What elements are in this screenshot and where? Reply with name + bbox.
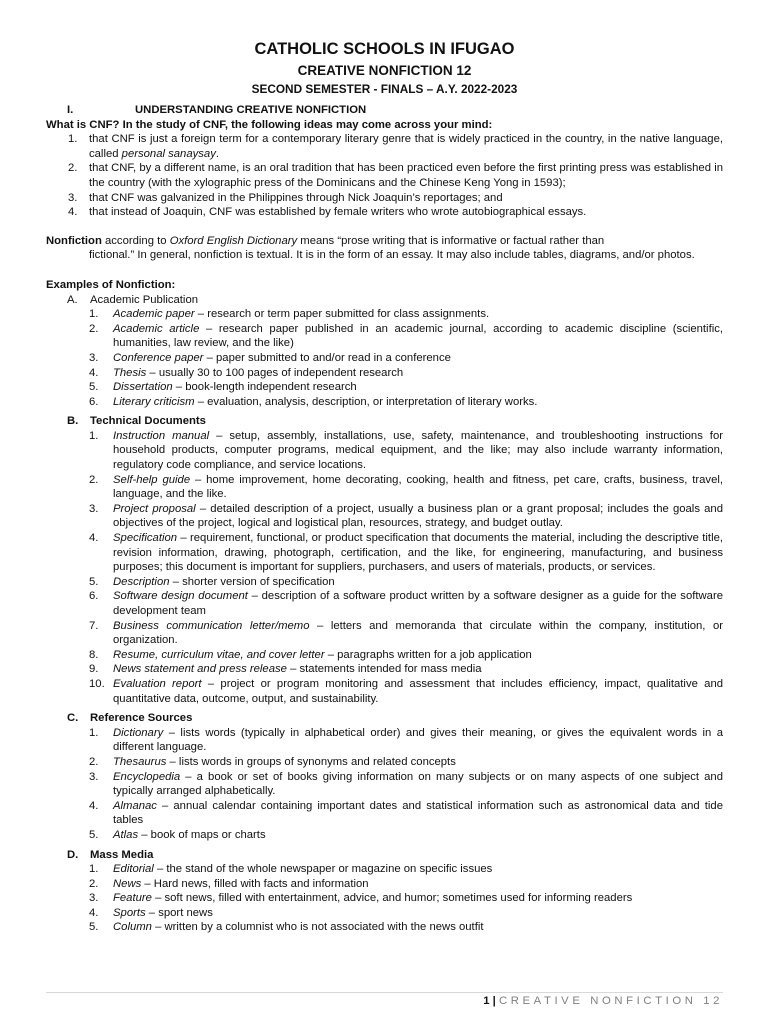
- category-letter: C.: [67, 712, 79, 725]
- list-item: [46, 770, 723, 799]
- item-description: – statements intended for mass media: [286, 663, 482, 676]
- item-description: – research paper published in an academic journal, according to academic discipline (scientific, humanities, law review, and the like): [113, 322, 724, 350]
- item-number: 5.: [89, 381, 99, 394]
- item-description: – sport news: [145, 906, 213, 919]
- item-description: – description of a software product written by a software designer as a guide for the software development team: [113, 590, 723, 617]
- item-description: – shorter version of specification: [169, 575, 335, 588]
- item-term: Atlas: [113, 828, 139, 841]
- cnf-ideas-list: [46, 132, 723, 220]
- item-number: 1.: [89, 308, 99, 321]
- list-item: [46, 502, 723, 531]
- category-heading: [46, 414, 723, 429]
- list-item: [46, 619, 723, 648]
- list-item: [46, 575, 723, 590]
- list-item: [46, 920, 723, 935]
- page-number: 1 |: [483, 995, 496, 1007]
- item-description: – usually 30 to 100 pages of independent research: [146, 366, 404, 379]
- item-number: 1.: [89, 429, 99, 442]
- item-term: Dissertation: [113, 381, 173, 394]
- item-number: 4.: [89, 532, 99, 545]
- item-description: – home improvement, home decorating, cooking, health and fitness, pet care, crafts, business, travel, language, and the like.: [113, 473, 724, 501]
- category-name: Mass Media: [90, 848, 154, 861]
- item-term: Software design document: [113, 590, 248, 603]
- item-number: 1.: [89, 863, 99, 876]
- list-item: [46, 877, 723, 892]
- item-term: Almanac: [113, 799, 157, 812]
- item-number: 5.: [89, 575, 99, 588]
- item-number: 8.: [89, 648, 99, 661]
- document-page: [46, 38, 723, 935]
- item-description: – requirement, functional, or product specification that documents the material, including the descriptive title, revision information, drawing, photograph, certification, and the like, for engineering, manufacturing, and business purposes; this document is important for suppliers, purchasers, and users of materials, products, or services.: [113, 532, 723, 574]
- idea-text: that CNF was galvanized in the Philippines through Nick Joaquin’s reportages; and: [89, 191, 503, 204]
- section-number: I.: [67, 104, 74, 116]
- idea-text: that instead of Joaquin, CNF was established by female writers who wrote autobiographical essays.: [89, 206, 587, 219]
- item-description: – paragraphs written for a job application: [324, 648, 532, 661]
- item-number: 4.: [89, 366, 99, 379]
- item-term: Description: [113, 575, 170, 588]
- item-number: 4.: [89, 906, 99, 919]
- list-item: [46, 662, 723, 677]
- item-term: Column: [113, 921, 152, 934]
- item-term: Conference paper: [113, 351, 204, 364]
- item-term: Project proposal: [113, 502, 196, 515]
- item-description: – lists words (typically in alphabetical order) and gives their meaning, or gives the equivalent words in a different language.: [113, 726, 723, 754]
- idea-text-end: .: [215, 147, 219, 160]
- list-item: [46, 351, 723, 366]
- category-name: Technical Documents: [90, 415, 206, 428]
- item-term: Sports: [113, 906, 146, 919]
- examples-heading: Examples of Nonfiction:: [46, 278, 176, 291]
- list-item: [46, 828, 723, 843]
- item-term: Academic paper: [113, 308, 195, 321]
- idea-number: 4.: [68, 206, 78, 219]
- category-items: [46, 862, 723, 935]
- item-term: Instruction manual: [113, 429, 210, 442]
- item-number: 5.: [89, 828, 99, 841]
- item-term: Thesis: [113, 366, 147, 379]
- examples-categories: [46, 293, 723, 936]
- category-items: [46, 726, 723, 843]
- idea-number: 2.: [68, 162, 78, 175]
- page-footer: [46, 992, 723, 1007]
- list-item: [46, 531, 723, 575]
- section-heading: [46, 103, 723, 118]
- item-term: Resume, curriculum vitae, and cover letter: [113, 648, 325, 661]
- item-number: 3.: [89, 502, 99, 515]
- item-number: 3.: [89, 351, 99, 364]
- list-item: [46, 395, 723, 410]
- item-description: – the stand of the whole newspaper or magazine on specific issues: [153, 863, 493, 876]
- item-number: 2.: [89, 877, 99, 890]
- item-description: – lists words in groups of synonyms and related concepts: [166, 755, 456, 768]
- item-term: Academic article: [113, 322, 200, 335]
- category-heading: [46, 848, 723, 863]
- list-item: [46, 322, 723, 351]
- item-description: – soft news, filled with entertainment, advice, and humor; sometimes used for informing readers: [151, 892, 633, 905]
- idea-emphasis: personal sanaysay: [121, 147, 216, 160]
- idea-text: that CNF is just a foreign term for a contemporary literary genre that is widely practiced in the country, in the native language, called: [89, 133, 723, 160]
- definition-term: Nonfiction: [46, 234, 102, 247]
- item-number: 2.: [89, 322, 99, 335]
- item-number: 2.: [89, 473, 99, 486]
- item-number: 9.: [89, 663, 99, 676]
- idea-number: 3.: [68, 191, 78, 204]
- item-term: Dictionary: [113, 726, 164, 739]
- list-item: [46, 726, 723, 755]
- item-number: 7.: [89, 619, 99, 632]
- category-letter: B.: [67, 415, 79, 428]
- list-item: [46, 380, 723, 395]
- definition-source: Oxford English Dictionary: [169, 234, 298, 247]
- item-description: – setup, assembly, installations, use, safety, maintenance, and troubleshooting instructions for household products, computer programs, medical equipment, and the like; may also include warranty information, regulatory code compliance, and service locations.: [113, 429, 723, 472]
- item-term: Specification: [113, 532, 178, 545]
- item-number: 10.: [89, 677, 105, 690]
- item-description: – letters and memoranda that circulate within the company, institution, or organization.: [113, 619, 723, 647]
- list-item: [46, 891, 723, 906]
- semester-line: SECOND SEMESTER - FINALS – A.Y. 2022-2023: [251, 82, 518, 96]
- item-description: – research or term paper submitted for class assignments.: [194, 308, 490, 321]
- list-item: [46, 906, 723, 921]
- footer-label: CREATIVE NONFICTION 12: [499, 995, 723, 1007]
- list-item: [46, 366, 723, 381]
- idea-item: [46, 161, 723, 190]
- item-description: – paper submitted to and/or read in a conference: [203, 351, 451, 364]
- item-term: Feature: [113, 892, 152, 905]
- category-heading: [46, 293, 723, 308]
- category-letter: A.: [67, 293, 78, 306]
- item-term: Self-help guide: [113, 473, 191, 486]
- item-number: 5.: [89, 921, 99, 934]
- item-description: – detailed description of a project, usually a business plan or a grant proposal; includes the goals and objectives of the project, logical and logistical plan, resources, strategy, and budget outlay.: [113, 502, 723, 530]
- item-description: – book-length independent research: [172, 381, 357, 394]
- item-description: – book of maps or charts: [138, 828, 266, 841]
- item-number: 3.: [89, 892, 99, 905]
- list-item: [46, 589, 723, 618]
- category-name: Reference Sources: [90, 712, 193, 725]
- idea-item: [46, 191, 723, 206]
- idea-number: 1.: [68, 133, 78, 146]
- item-number: 6.: [89, 590, 99, 603]
- list-item: [46, 473, 723, 502]
- item-term: News statement and press release: [113, 663, 287, 676]
- item-description: – written by a columnist who is not associated with the news outfit: [151, 921, 484, 934]
- item-term: Business communication letter/memo: [113, 619, 310, 632]
- definition-continuation: fictional.” In general, nonfiction is textual. It is in the form of an essay. It may also include tables, diagrams, and/or photos.: [89, 249, 695, 262]
- category-letter: D.: [67, 848, 79, 861]
- category-name: Academic Publication: [90, 293, 199, 306]
- list-item: [46, 677, 723, 706]
- item-number: 6.: [89, 395, 99, 408]
- list-item: [46, 755, 723, 770]
- item-number: 1.: [89, 726, 99, 739]
- idea-item: [46, 132, 723, 161]
- cnf-question: What is CNF? In the study of CNF, the following ideas may come across your mind:: [46, 118, 493, 131]
- item-term: Evaluation report: [113, 677, 202, 690]
- item-term: News: [113, 877, 142, 890]
- list-item: [46, 799, 723, 828]
- category-items: [46, 307, 723, 409]
- list-item: [46, 307, 723, 322]
- item-term: Literary criticism: [113, 395, 195, 408]
- item-description: – annual calendar containing important dates and statistical information such as astronomical data and tide tables: [113, 799, 723, 827]
- category-items: [46, 429, 723, 706]
- idea-text: that CNF, by a different name, is an oral tradition that has been practiced even before the first printing press was established in the country (with the xylographic press of the Dominicans and the Chinese Keng Yong in 1593);: [89, 162, 723, 189]
- list-item: [46, 862, 723, 877]
- list-item: [46, 429, 723, 473]
- item-number: 3.: [89, 770, 99, 783]
- definition-pre: according to: [101, 234, 170, 247]
- item-term: Thesaurus: [113, 755, 167, 768]
- section-title: UNDERSTANDING CREATIVE NONFICTION: [135, 104, 367, 116]
- idea-item: [46, 205, 723, 220]
- item-number: 4.: [89, 799, 99, 812]
- category-heading: [46, 711, 723, 726]
- item-description: – project or program monitoring and assessment that includes efficiency, impact, qualitative and quantitative data, outcome, output, and sustainability.: [113, 677, 724, 705]
- item-term: Editorial: [113, 863, 154, 876]
- definition-line1: means “prose writing that is informative or factual rather than: [297, 234, 605, 247]
- subject-title: CREATIVE NONFICTION 12: [297, 63, 472, 78]
- item-term: Encyclopedia: [113, 770, 181, 783]
- nonfiction-definition: [46, 234, 723, 263]
- item-description: – evaluation, analysis, description, or interpretation of literary works.: [194, 395, 538, 408]
- item-description: – a book or set of books giving information on many subjects or on many aspects of one subject and typically arranged alphabetically.: [113, 770, 723, 798]
- item-number: 2.: [89, 755, 99, 768]
- item-description: – Hard news, filled with facts and information: [141, 877, 369, 890]
- school-title: CATHOLIC SCHOOLS IN IFUGAO: [254, 40, 515, 58]
- list-item: [46, 648, 723, 663]
